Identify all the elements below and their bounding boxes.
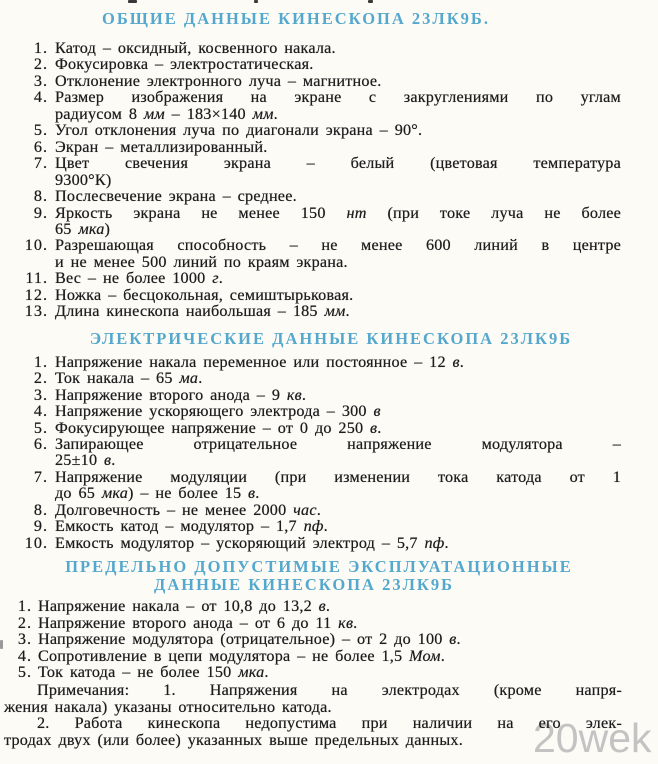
text-line: до 65 мка) – не более 15 в. <box>55 484 260 503</box>
text-line: жения накала) указаны относительно катода. <box>4 697 332 716</box>
item-number: 12. <box>24 285 48 304</box>
list-item <box>0 598 658 614</box>
numbered-list <box>0 598 658 680</box>
text-line: 9300°К) <box>55 170 112 189</box>
item-number: 7. <box>33 467 48 486</box>
list-item <box>0 631 658 647</box>
item-number: 1. <box>17 597 32 616</box>
text-line: Вес – не более 1000 г. <box>55 269 223 288</box>
list-item <box>0 502 658 518</box>
item-text <box>55 40 621 56</box>
text-line: Отклонение электронного луча – магнитное. <box>55 71 382 90</box>
item-number: 13. <box>24 302 48 321</box>
list-item <box>0 615 658 631</box>
item-text <box>55 370 621 386</box>
item-number: 6. <box>33 137 48 156</box>
text-line: Послесвечение экрана – среднее. <box>55 187 297 206</box>
list-item <box>0 73 658 89</box>
list-item <box>0 436 658 469</box>
text-line: Фокусирующее напряжение – от 0 до 250 в. <box>55 418 382 437</box>
text-line: Напряжение накала переменное или постоянное – 12 в. <box>55 352 464 371</box>
text-line: радиусом 8 мм – 183×140 мм. <box>55 104 278 123</box>
item-number: 4. <box>33 402 48 421</box>
list-item <box>0 89 658 122</box>
text-line: Емкость модулятор – ускоряющий электрод – 5,7 пф. <box>55 533 449 552</box>
text-line: Долговечность – не менее 2000 час. <box>55 500 321 519</box>
list-item <box>0 648 658 664</box>
list-item <box>0 56 658 72</box>
list-item <box>0 370 658 386</box>
list-item <box>0 205 658 238</box>
item-text <box>55 73 621 89</box>
item-number: 3. <box>17 630 32 649</box>
text-line: 25±10 в. <box>55 451 116 470</box>
item-text <box>55 287 621 303</box>
text-line: Напряжение второго анода – от 6 до 11 кв. <box>38 613 358 632</box>
list-item <box>0 188 658 204</box>
item-number: 9. <box>33 203 48 222</box>
item-text <box>38 664 622 680</box>
item-number: 10. <box>24 533 48 552</box>
text-line: 65 мка) <box>55 219 111 238</box>
text-line: Напряжение ускоряющего электрода – 300 в <box>55 402 381 421</box>
text-line: Примечания: 1. Напряжения на электродах (кроме напря- <box>37 681 622 700</box>
item-number: 3. <box>33 385 48 404</box>
item-text <box>38 648 622 664</box>
item-text <box>38 598 622 614</box>
item-text <box>55 122 621 138</box>
section <box>0 10 658 320</box>
item-text <box>55 237 621 270</box>
text-line: 2. Работа кинескопа недопустима при наличии на его элек- <box>37 714 622 733</box>
item-text <box>38 615 622 631</box>
note-paragraph <box>4 682 622 715</box>
text-line: Емкость катод – модулятор – 1,7 пф. <box>55 517 328 536</box>
text-line: Размер изображения на экране с закруглениями по углам <box>55 88 621 107</box>
item-number: 2. <box>33 55 48 74</box>
item-number: 1. <box>33 39 48 57</box>
list-item <box>0 122 658 138</box>
item-text <box>55 205 621 238</box>
item-text <box>55 518 621 534</box>
text-line: тродах двух (или более) указанных выше предельных данных. <box>4 730 463 749</box>
watermark: 20wek <box>533 715 652 761</box>
section <box>0 330 658 551</box>
item-number: 4. <box>17 646 32 665</box>
list-item <box>0 40 658 56</box>
list-item <box>0 518 658 534</box>
item-number: 1. <box>33 352 48 371</box>
text-line: Ток катода – не более 150 мка. <box>38 662 269 681</box>
item-text <box>55 387 621 403</box>
list-item <box>0 420 658 436</box>
list-item <box>0 387 658 403</box>
item-text <box>55 155 621 188</box>
text-line: Экран – металлизированный. <box>55 137 268 156</box>
item-text <box>55 420 621 436</box>
section-heading <box>0 558 658 594</box>
text-line: Сопротивление в цепи модулятора – не более 1,5 Мом. <box>38 646 445 665</box>
text-line: Цвет свечения экрана – белый (цветовая температура <box>55 154 621 173</box>
item-number: 5. <box>17 662 32 681</box>
item-text <box>38 631 622 647</box>
note-paragraph <box>4 715 622 748</box>
list-item <box>0 287 658 303</box>
item-number: 2. <box>33 369 48 388</box>
item-number: 2. <box>17 613 32 632</box>
text-line: Напряжение модулятора (отрицательное) – от 2 до 100 в. <box>38 630 461 649</box>
item-text <box>55 56 621 72</box>
item-number: 4. <box>33 88 48 107</box>
item-text <box>55 89 621 122</box>
item-text <box>55 535 621 551</box>
text-line: и не менее 500 линий по краям экрана. <box>55 252 348 271</box>
list-item <box>0 469 658 502</box>
text-line: Напряжение накала – от 10,8 до 13,2 в. <box>38 597 331 616</box>
item-text <box>55 403 621 419</box>
text-line: Длина кинескопа наибольшая – 185 мм. <box>55 302 350 321</box>
item-text <box>55 270 621 286</box>
section <box>0 558 658 680</box>
text-line: Фокусировка – электростатическая. <box>55 55 314 74</box>
text-line: Угол отклонения луча по диагонали экрана – 90°. <box>55 121 423 140</box>
list-item <box>0 664 658 680</box>
item-number: 11. <box>25 269 48 288</box>
text-line: Напряжение модуляции (при изменении тока катода от 1 <box>55 467 621 486</box>
item-text <box>55 436 621 469</box>
list-item <box>0 403 658 419</box>
item-number: 7. <box>33 154 48 173</box>
item-number: 3. <box>33 71 48 90</box>
item-text <box>55 502 621 518</box>
text-line: Яркость экрана не менее 150 нт (при токе луча не более <box>55 203 622 222</box>
item-text <box>55 188 621 204</box>
text-line: Напряжение второго анода – 9 кв. <box>55 385 307 404</box>
section-heading-line: ПРЕДЕЛЬНО ДОПУСТИМЫЕ ЭКСПЛУАТАЦИОННЫЕ <box>65 557 573 577</box>
section-heading-line: ЭЛЕКТРИЧЕСКИЕ ДАННЫЕ КИНЕСКОПА 23ЛК9Б <box>89 328 573 348</box>
item-number: 10. <box>24 236 48 255</box>
item-number: 6. <box>33 434 48 453</box>
list-item <box>0 535 658 551</box>
list-item <box>0 139 658 155</box>
section-heading-line: ДАННЫЕ КИНЕСКОПА 23ЛК9Б <box>153 575 454 595</box>
section-heading-line: ОБЩИЕ ДАННЫЕ КИНЕСКОПА 23ЛК9Б. <box>102 9 490 28</box>
item-text <box>55 303 621 319</box>
text-line: Разрешающая способность – не менее 600 линий в центре <box>55 236 621 255</box>
item-text <box>55 139 621 155</box>
item-number: 8. <box>33 187 48 206</box>
list-item <box>0 155 658 188</box>
item-number: 5. <box>33 418 48 437</box>
text-line: Ножка – бесцокольная, семиштырьковая. <box>55 285 354 304</box>
section-heading <box>0 10 625 28</box>
item-number: 5. <box>33 121 48 140</box>
item-number: 8. <box>33 500 48 519</box>
item-text <box>55 354 621 370</box>
list-item <box>0 270 658 286</box>
numbered-list <box>0 40 658 320</box>
notes <box>4 682 622 748</box>
text-line: Ток накала – 65 ма. <box>55 369 203 388</box>
item-text <box>55 469 621 502</box>
item-number: 9. <box>33 517 48 536</box>
list-item <box>0 237 658 270</box>
numbered-list <box>0 354 658 551</box>
text-line: Запирающее отрицательное напряжение модулятора – <box>55 434 621 453</box>
text-line: Катод – оксидный, косвенного накала. <box>55 39 336 57</box>
list-item <box>0 354 658 370</box>
section-heading <box>2 330 658 348</box>
list-item <box>0 303 658 319</box>
